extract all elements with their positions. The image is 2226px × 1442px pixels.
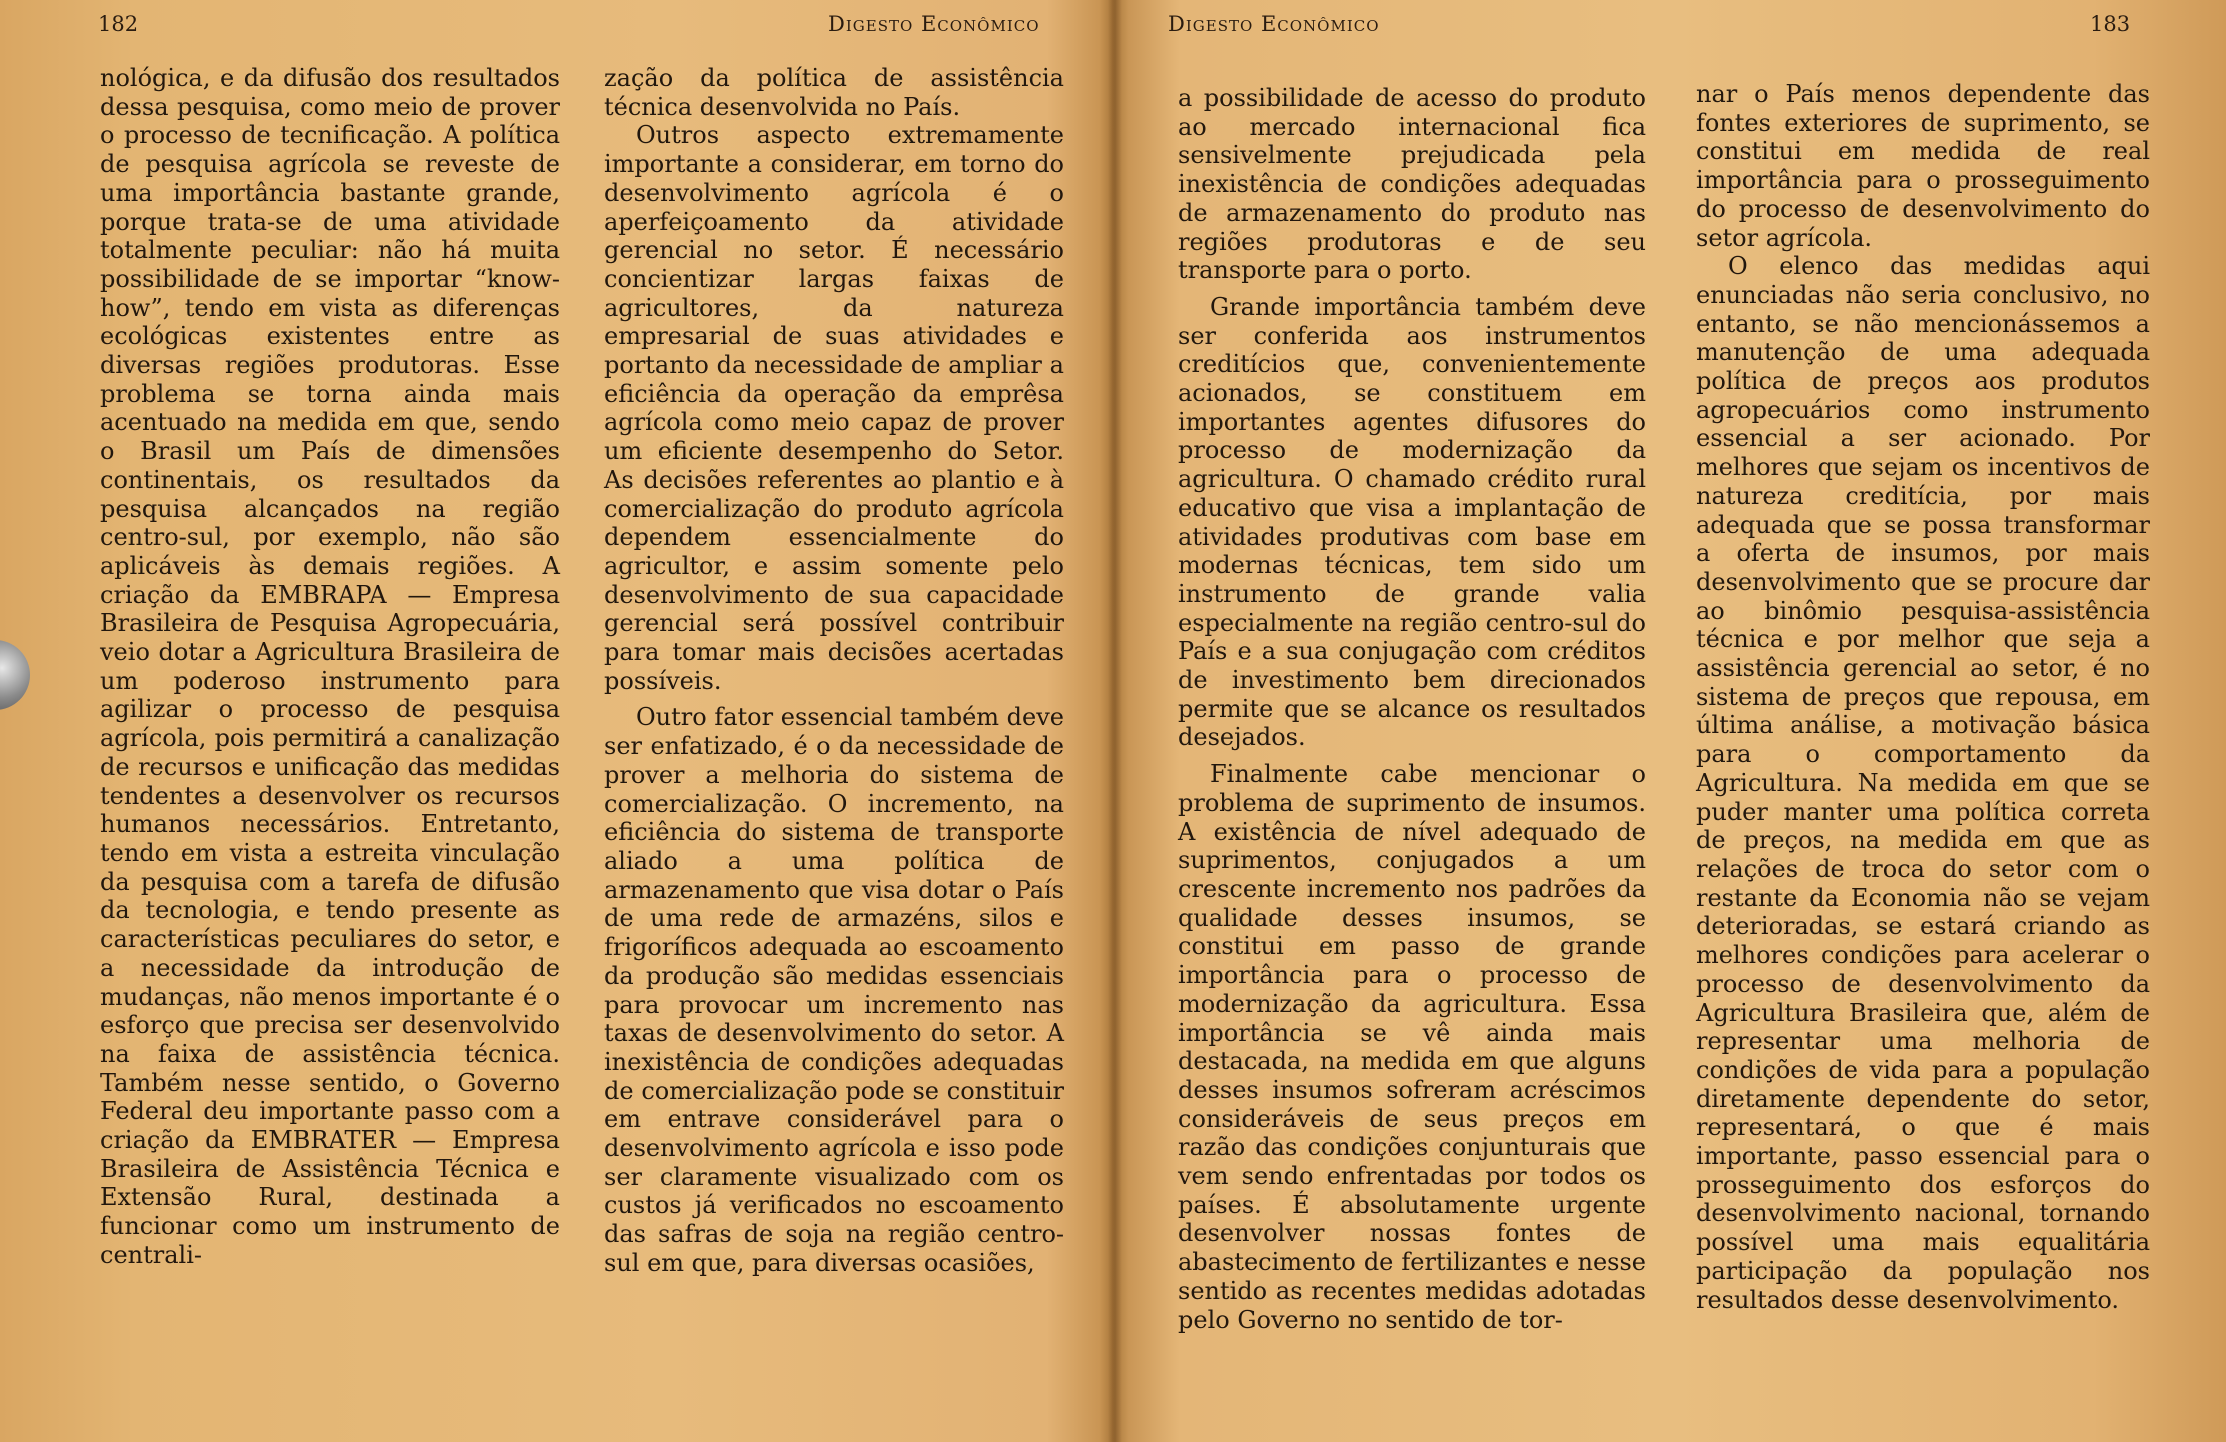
left-column-1 (100, 64, 560, 1270)
running-head: Digesto Econômico (828, 12, 1040, 36)
page-number: 182 (98, 12, 139, 36)
paragraph: Outros aspecto extremamente importante a considerar, em torno do desenvolvimento agrícola é o aperfeiçoamento da atividade gerencial no setor. É necessário concientizar largas faixas de agricultores, da natureza empresarial de suas atividades e portanto da necessidade de ampliar a eficiência da operação da emprêsa agrícola como meio capaz de prover um eficiente desempenho do Setor. As decisões referentes ao plantio e à comercialização do produto agrícola dependem essencialmente do agricultor, e assim somente pelo desenvolvimento de sua capacidade gerencial será possível contribuir para tomar mais decisões acertadas possíveis. (604, 121, 1064, 695)
left-page (0, 0, 1110, 1442)
paragraph: nológica, e da difusão dos resultados dessa pesquisa, como meio de prover o processo de tecnificação. A política de pesquisa agrícola se reveste de uma importância bastante grande, porque trata-se de uma atividade totalmente peculiar: não há muita possibilidade de se importar “know-how”, tendo em vista as diferenças ecológicas existentes entre as diversas regiões produtoras. Esse problema se torna ainda mais acentuado na medida em que, sendo o Brasil um País de dimensões continentais, os resultados da pesquisa alcançados na região centro-sul, por exemplo, não são aplicáveis às demais regiões. A criação da EMBRAPA — Empresa Brasileira de Pesquisa Agropecuária, veio dotar a Agricultura Brasileira de um poderoso instrumento para agilizar o processo de pesquisa agrícola, pois permitirá a canalização de recursos e unificação das medidas tendentes a desenvolver os recursos humanos necessários. Entretanto, tendo em vista a estreita vinculação da pesquisa com a tarefa de difusão da tecnologia, e tendo presente as características peculiares do setor, e a necessidade da introdução de mudanças, não menos importante é o esforço que precisa ser desenvolvido na faixa de assistência técnica. Também nesse sentido, o Governo Federal deu importante passo com a criação da EMBRATER — Empresa Brasileira de Assistência Técnica e Extensão Rural, destinada a funcionar como um instrumento de centrali- (100, 64, 560, 1269)
left-column-2 (604, 64, 1064, 1278)
paragraph: Outro fator essencial também deve ser enfatizado, é o da necessidade de prover a melhoria do sistema de comercialização. O incremento, na eficiência do sistema de transporte aliado a uma política de armazenamento que visa dotar o País de uma rede de armazéns, silos e frigoríficos adequada ao escoamento da produção são medidas essenciais para provocar um incremento nas taxas de desenvolvimento do setor. A inexistência de condições adequadas de comercialização pode se constituir em entrave considerável para o desenvolvimento agrícola e isso pode ser claramente visualizado com os custos já verificados no escoamento das safras de soja na região centro-sul em que, para diversas ocasiões, (604, 703, 1064, 1277)
right-page (1120, 0, 2226, 1442)
paragraph: O elenco das medidas aqui enunciadas não seria conclusivo, no entanto, se não mencionássemos a manutenção de uma adequada política de preços aos produtos agropecuários como instrumento essencial a ser acionado. Por melhores que sejam os incentivos de natureza creditícia, por mais adequada que se possa transformar a oferta de insumos, por mais desenvolvimento que se procure dar ao binômio pesquisa-assistência técnica e por melhor que seja a assistência gerencial ao setor, é no sistema de preços que repousa, em última análise, a motivação básica para o comportamento da Agricultura. Na medida em que se puder manter uma política correta de preços, na medida em que as relações de troca do setor com o restante da Economia não se vejam deterioradas, se estará criando as melhores condições para acelerar o processo de desenvolvimento da Agricultura Brasileira que, além de representar uma melhoria de condições de vida para a população diretamente dependente do setor, representará, o que é mais importante, passo essencial para o prosseguimento dos esforços do desenvolvimento nacional, tornando possível uma mais equalitária participação da população nos resultados desse desenvolvimento. (1696, 252, 2150, 1314)
paragraph: zação da política de assistência técnica desenvolvida no País. (604, 64, 1064, 121)
paragraph: a possibilidade de acesso do produto ao mercado internacional fica sensivelmente prejudicada pela inexistência de condições adequadas de armazenamento do produto nas regiões produtoras e de seu transporte para o porto. (1178, 84, 1646, 285)
paragraph: Finalmente cabe mencionar o problema de suprimento de insumos. A existência de nível adequado de suprimentos, conjugados a um crescente incremento nos padrões da qualidade desses insumos, se constitui em passo de grande importância para o processo de modernização da agricultura. Essa importância se vê ainda mais destacada, na medida em que alguns desses insumos sofreram acréscimos consideráveis de seus preços em razão das condições conjunturais que vem sendo enfrentadas por todos os países. É absolutamente urgente desenvolver nossas fontes de abastecimento de fertilizantes e nesse sentido as recentes medidas adotadas pelo Governo no sentido de tor- (1178, 760, 1646, 1334)
right-column-2 (1696, 80, 2150, 1314)
right-column-1 (1178, 84, 1646, 1334)
paragraph: nar o País menos dependente das fontes exteriores de suprimento, se constitui em medida de real importância para o prosseguimento do processo de desenvolvimento do setor agrícola. (1696, 80, 2150, 252)
paragraph: Grande importância também deve ser conferida aos instrumentos creditícios que, convenientemente acionados, se constituem em importantes agentes difusores do processo de modernização da agricultura. O chamado crédito rural educativo que visa a implantação de atividades produtivas com base em modernas técnicas, tem sido um instrumento de grande valia especialmente na região centro-sul do País e a sua conjugação com créditos de investimento bem direcionados permite que se alcance os resultados desejados. (1178, 292, 1646, 752)
page-number: 183 (2090, 12, 2131, 36)
running-head: Digesto Econômico (1168, 12, 1380, 36)
